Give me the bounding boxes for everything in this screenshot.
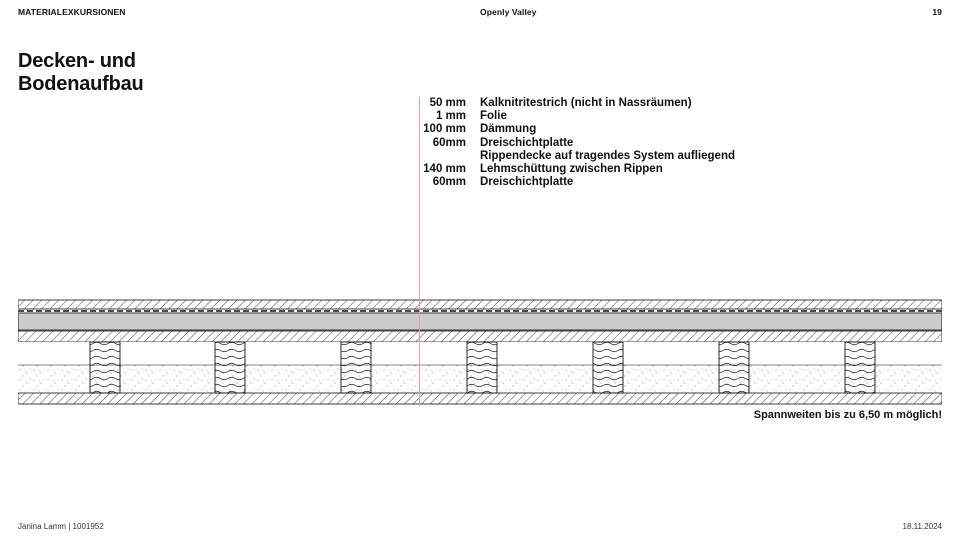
layer-marker-line — [419, 97, 420, 406]
layer-row — [410, 176, 735, 189]
title-line-2: Bodenaufbau — [18, 73, 144, 95]
layer-row — [410, 110, 735, 123]
layer-description: Dämmung — [480, 123, 537, 136]
layer-row — [410, 97, 735, 110]
screed-layer — [18, 300, 942, 309]
layer-description: Lehmschüttung zwischen Rippen — [480, 163, 663, 176]
layer-list — [410, 97, 735, 189]
layer-thickness: 60mm — [432, 136, 466, 149]
layer-description: Kalknitritestrich (nicht in Nassräumen) — [480, 97, 692, 109]
timber-rib — [341, 342, 371, 393]
insulation-layer — [18, 313, 942, 330]
page-title — [18, 50, 144, 96]
layer-description: Dreischichtplatte — [480, 136, 574, 149]
timber-rib — [719, 342, 749, 393]
top-board-layer — [18, 331, 942, 342]
layer-row — [410, 137, 735, 150]
layer-description: Rippendecke auf tragendes System aufliegend — [480, 149, 735, 162]
layer-thickness: 1 mm — [435, 110, 466, 123]
layer-row — [410, 123, 735, 136]
page-number: 19 — [932, 7, 942, 17]
footer-date: 18.11.2024 — [902, 522, 942, 531]
timber-rib — [467, 342, 497, 393]
timber-rib — [845, 342, 875, 393]
timber-rib — [90, 342, 120, 393]
bottom-board-layer — [18, 393, 942, 404]
timber-rib — [593, 342, 623, 393]
floor-section-drawing — [18, 298, 942, 408]
title-line-1: Decken- und — [18, 50, 136, 72]
header-project-name: Openly Valley — [480, 7, 537, 17]
layer-description: Folie — [480, 110, 507, 123]
layer-thickness: 140 mm — [423, 163, 466, 176]
layer-thickness: 50 mm — [429, 97, 466, 109]
footer-author: Janina Lamm | 1001952 — [18, 522, 104, 531]
layer-thickness: 100 mm — [423, 123, 466, 136]
layer-thickness: 60mm — [432, 176, 466, 189]
span-note: Spannweiten bis zu 6,50 m möglich! — [753, 409, 942, 421]
layer-row — [410, 150, 735, 163]
timber-rib — [215, 342, 245, 393]
layer-row — [410, 163, 735, 176]
header-section-label: MATERIALEXKURSIONEN — [18, 7, 126, 17]
layer-description: Dreischichtplatte — [480, 176, 574, 189]
